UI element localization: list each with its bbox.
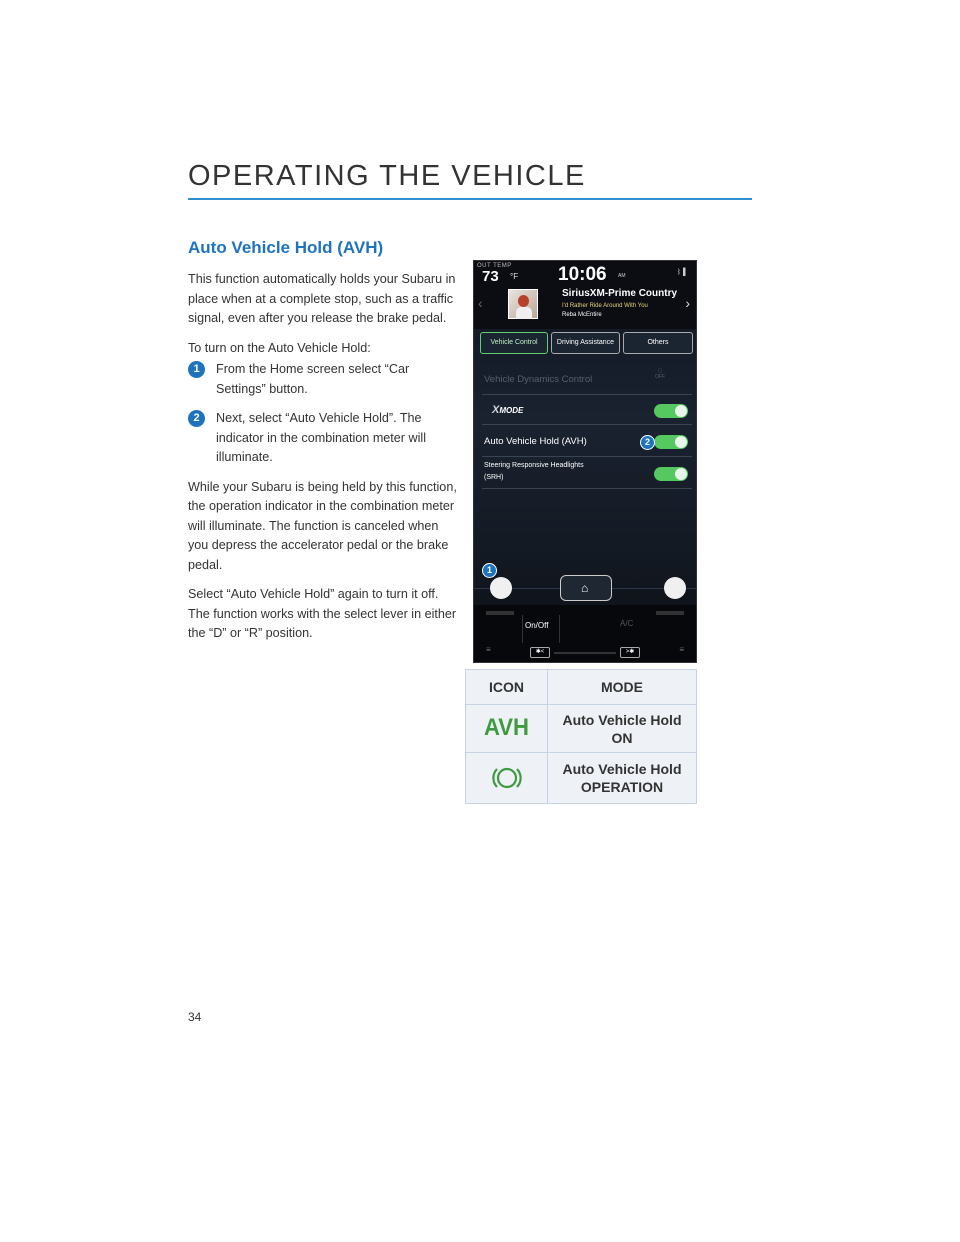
header-mode: MODE [548,670,697,705]
page-number: 34 [188,1010,202,1024]
hold-paragraph: While your Subaru is being held by this function, the operation indicator in the combination meter will illuminate. The function is canceled when you depress the accelerator pedal or the brake pedal. [188,479,457,572]
bluetooth-icon: ᛒ [676,269,684,276]
step-text-2: Next, select “Auto Vehicle Hold”. The indicator in the combination meter will illuminate. [216,411,426,464]
out-temp-label: OUT TEMP [477,263,512,269]
page-dots [562,322,612,324]
avh-operation-icon-cell [466,753,548,804]
ac-button[interactable]: A/C [620,619,634,628]
callout-2: 2 [640,435,655,450]
climate-bar [474,605,696,663]
icon-mode-table [465,669,697,804]
next-arrow-icon[interactable]: › [685,295,690,311]
row-steering-responsive-headlights[interactable] [482,459,692,489]
x-mode-logo: XMODE [492,404,524,416]
hold-operation-icon [491,763,523,793]
avh-toggle[interactable] [654,435,688,449]
top-bar [474,261,696,329]
home-icon: ⌂ [581,581,589,595]
album-art [508,289,538,319]
row-auto-vehicle-hold[interactable] [482,427,692,457]
song-title: I'd Rather Ride Around With You [562,303,648,309]
section-rule [188,198,752,200]
clock: 10:06 [558,264,607,285]
row-x-mode[interactable] [482,397,692,425]
row-vehicle-dynamics-control[interactable] [482,365,692,395]
profile-button[interactable] [664,577,686,599]
infotainment-screen [473,260,697,663]
callout-1: 1 [482,563,497,578]
heading: Auto Vehicle Hold (AVH) [188,238,384,257]
status-icons [677,269,690,276]
srh-label-line2: (SRH) [484,474,504,481]
lead-paragraph: To turn on the Auto Vehicle Hold: [188,340,371,355]
off-paragraph: Select “Auto Vehicle Hold” again to turn it off. The function works with the select lever in either the “D” or “R” position. [188,587,457,640]
step-1 [188,360,460,399]
clock-ampm: AM [618,273,626,279]
step-number-1: 1 [188,361,205,378]
text-column [188,238,460,654]
srh-label-line1: Steering Responsive Headlights [484,462,584,469]
header-icon: ICON [466,670,548,705]
home-bar [474,571,696,601]
fan-down-button[interactable]: ✱< [530,647,550,658]
seat-heater-right-icon[interactable]: ≡ [679,645,684,654]
tab-driving-assistance[interactable]: Driving Assistance [551,332,620,354]
artist-name: Reba McEntire [562,312,602,318]
previous-arrow-icon[interactable]: ‹ [478,295,483,311]
srh-toggle[interactable] [654,467,688,481]
step-2 [188,409,460,468]
avh-on-icon-cell [466,705,548,753]
step-text-1: From the Home screen select “Car Settings” button. [216,362,410,396]
tab-others[interactable]: Others [623,332,693,354]
avh-icon: AVH [484,713,529,741]
climate-on-off-button[interactable]: On/Off [522,615,560,643]
intro-paragraph: This function automatically holds your Subaru in place when at a complete stop, such as a traffic signal, even after you release the brake pedal. [188,272,456,325]
tab-vehicle-control[interactable]: Vehicle Control [480,332,548,354]
avh-operation-mode-cell: Auto Vehicle Hold OPERATION [548,753,697,804]
section-title: OPERATING THE VEHICLE [188,160,586,192]
car-settings-button[interactable] [490,577,512,599]
seat-heater-left-icon[interactable]: ≡ [486,645,491,654]
settings-tabs [480,332,692,354]
step-number-2: 2 [188,410,205,427]
fan-up-button[interactable]: >✱ [620,647,640,658]
avh-on-mode-cell: Auto Vehicle Hold ON [548,705,697,753]
signal-icon: ▌ [683,269,690,276]
x-mode-toggle[interactable] [654,404,688,418]
temperature-unit: °F [510,272,519,281]
home-button[interactable] [560,575,612,601]
vdc-off-icon: ▢ OFF [655,368,665,380]
vdc-label: Vehicle Dynamics Control [484,374,593,385]
radio-station: SiriusXM-Prime Country [562,288,678,299]
avh-label: Auto Vehicle Hold (AVH) [484,436,587,447]
outside-temperature: 73 [482,268,499,285]
